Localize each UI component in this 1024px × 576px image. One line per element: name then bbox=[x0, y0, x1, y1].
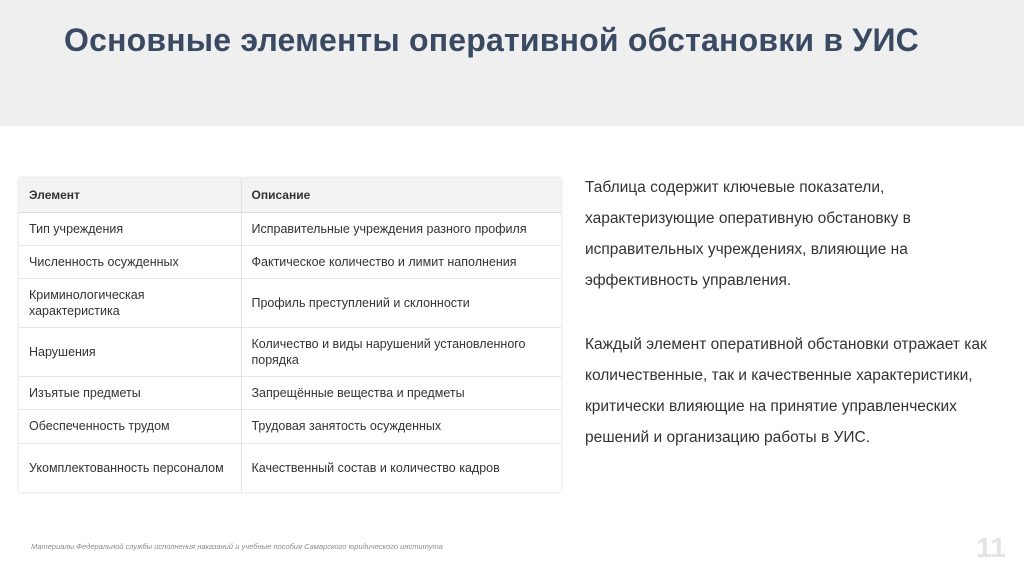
element-cell: Численность осужденных bbox=[19, 245, 241, 278]
slide-header bbox=[0, 0, 1024, 126]
column-header-element: Элемент bbox=[19, 178, 241, 212]
element-cell: Нарушения bbox=[19, 327, 241, 376]
element-cell: Укомплектованность персоналом bbox=[19, 443, 241, 492]
description-cell: Количество и виды нарушений установленного порядка bbox=[241, 327, 561, 376]
table-row bbox=[19, 443, 561, 492]
table-row bbox=[19, 327, 561, 376]
table-row bbox=[19, 278, 561, 327]
page-number: 11 bbox=[976, 532, 1006, 563]
element-cell: Обеспеченность трудом bbox=[19, 409, 241, 443]
column-header-description: Описание bbox=[241, 178, 561, 212]
table-row bbox=[19, 245, 561, 278]
side-paragraph-2: Каждый элемент оперативной обстановки отражает как количественные, так и качественные характеристики, критически влияющие на принятие управленческих решений и организацию работы в УИС. bbox=[585, 336, 987, 446]
table-header-row bbox=[19, 178, 561, 212]
element-cell: Тип учреждения bbox=[19, 212, 241, 245]
elements-table bbox=[19, 178, 561, 492]
description-cell: Трудовая занятость осужденных bbox=[241, 409, 561, 443]
description-cell: Качественный состав и количество кадров bbox=[241, 443, 561, 492]
element-cell: Изъятые предметы bbox=[19, 376, 241, 409]
footer-source: Материалы Федеральной службы исполнения наказаний и учебные пособия Самарского юридического института bbox=[31, 542, 443, 551]
table-row bbox=[19, 376, 561, 409]
slide-title: Основные элементы оперативной обстановки в УИС bbox=[64, 22, 919, 58]
description-cell: Фактическое количество и лимит наполнения bbox=[241, 245, 561, 278]
table-row bbox=[19, 212, 561, 245]
side-paragraph-1: Таблица содержит ключевые показатели, характеризующие оперативную обстановку в исправительных учреждениях, влияющие на эффективность управления. bbox=[585, 179, 911, 289]
description-cell: Запрещённые вещества и предметы bbox=[241, 376, 561, 409]
description-cell: Профиль преступлений и склонности bbox=[241, 278, 561, 327]
table-row bbox=[19, 409, 561, 443]
element-cell: Криминологическая характеристика bbox=[19, 278, 241, 327]
description-cell: Исправительные учреждения разного профиля bbox=[241, 212, 561, 245]
